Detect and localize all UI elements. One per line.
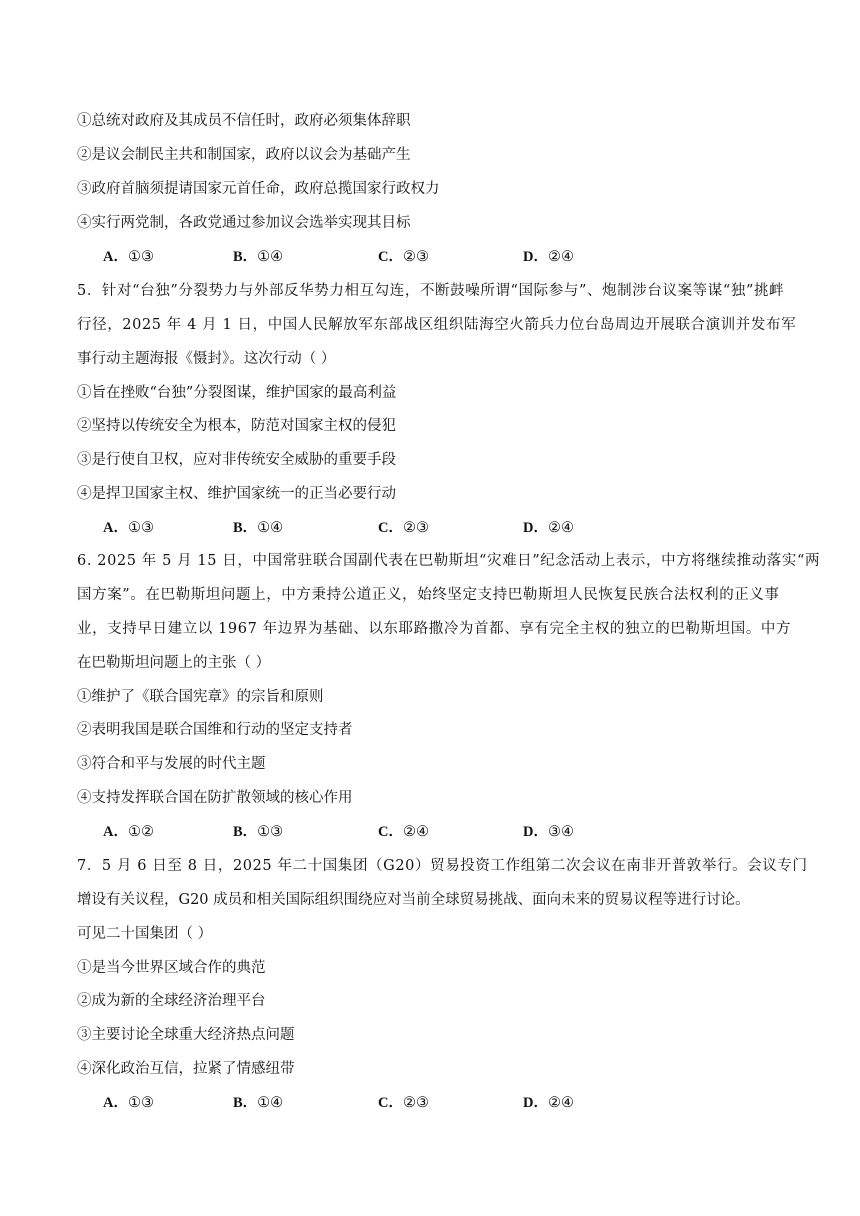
q4-option-c[interactable]: C．②③ (378, 249, 429, 265)
q6-statement-2: ②表明我国是联合国维和行动的坚定支持者 (77, 722, 353, 738)
q6-stem-line-2: 国方案”。在巴勒斯坦问题上，中方秉持公道正义，始终坚定支持巴勒斯坦人民恢复民族合法权利的正义事 (77, 587, 780, 603)
q4-statement-3: ③政府首脑须提请国家元首任命，政府总揽国家行政权力 (77, 181, 440, 197)
q5-stem-line-2: 行径，2025 年 4 月 1 日，中国人民解放军东部战区组织陆海空火箭兵力位台岛周边开展联合演训并发布军 (77, 317, 797, 333)
q6-stem-line-1: 6. 2025 年 5 月 15 日，中国常驻联合国副代表在巴勒斯坦“灾难日”纪念活动上表示，中方将继续推动落实“两 (77, 553, 821, 569)
q5-option-b[interactable]: B．①④ (233, 520, 284, 536)
q4-statement-4: ④实行两党制，各政党通过参加议会选举实现其目标 (77, 215, 411, 231)
q5-option-d[interactable]: D．②④ (523, 520, 574, 536)
q7-options (103, 1092, 703, 1114)
q6-option-b[interactable]: B．①③ (233, 824, 284, 840)
q7-option-d[interactable]: D．②④ (523, 1095, 574, 1111)
q7-stem-line-1: 7．5 月 6 日至 8 日，2025 年二十国集团（G20）贸易投资工作组第二次会议在南非开普敦举行。会议专门 (77, 858, 808, 874)
q7-statement-2: ②成为新的全球经济治理平台 (77, 993, 266, 1009)
q6-statement-3: ③符合和平与发展的时代主题 (77, 756, 266, 772)
q4-option-a[interactable]: A．①③ (103, 249, 154, 265)
q4-statement-1: ①总统对政府及其成员不信任时，政府必须集体辞职 (77, 113, 411, 129)
q7-statement-1: ①是当今世界区域合作的典范 (77, 960, 266, 976)
q6-option-c[interactable]: C．②④ (378, 824, 429, 840)
q5-option-a[interactable]: A．①③ (103, 520, 154, 536)
q6-option-a[interactable]: A．①② (103, 824, 154, 840)
q5-statement-3: ③是行使自卫权，应对非传统安全威胁的重要手段 (77, 452, 396, 468)
q5-statement-1: ①旨在挫败“台独”分裂图谋，维护国家的最高利益 (77, 385, 397, 401)
q5-statement-4: ④是捍卫国家主权、维护国家统一的正当必要行动 (77, 486, 396, 502)
q4-options (103, 246, 703, 268)
q5-statement-2: ②坚持以传统安全为根本，防范对国家主权的侵犯 (77, 418, 396, 434)
q7-option-c[interactable]: C．②③ (378, 1095, 429, 1111)
q7-stem-line-3: 可见二十国集团（ ） (77, 926, 213, 942)
q4-option-b[interactable]: B．①④ (233, 249, 284, 265)
q5-stem-line-1: 5．针对“台独”分裂势力与外部反华势力相互勾连，不断鼓噪所谓“国际参与”、炮制涉台议案等谋“独”挑衅 (77, 283, 785, 299)
q7-option-b[interactable]: B．①④ (233, 1095, 284, 1111)
q6-stem-line-4: 在巴勒斯坦问题上的主张（ ） (77, 655, 271, 671)
q6-statement-4: ④支持发挥联合国在防扩散领域的核心作用 (77, 790, 353, 806)
q6-option-d[interactable]: D．③④ (523, 824, 574, 840)
q7-statement-4: ④深化政治互信，拉紧了情感纽带 (77, 1061, 295, 1077)
q7-option-a[interactable]: A．①③ (103, 1095, 154, 1111)
q4-option-d[interactable]: D．②④ (523, 249, 574, 265)
q7-stem-line-2: 增设有关议程，G20 成员和相关国际组织围绕应对当前全球贸易挑战、面向未来的贸易议程等进行讨论。 (77, 892, 750, 908)
q6-options (103, 821, 703, 843)
q6-stem-line-3: 业，支持早日建立以 1967 年边界为基础、以东耶路撒冷为首都、享有完全主权的独立的巴勒斯坦国。中方 (77, 621, 792, 637)
q5-options (103, 517, 703, 539)
q6-statement-1: ①维护了《联合国宪章》的宗旨和原则 (77, 689, 324, 705)
q4-statement-2: ②是议会制民主共和制国家，政府以议会为基础产生 (77, 147, 411, 163)
q5-stem-line-3: 事行动主题海报《慑封》。这次行动（ ） (77, 351, 336, 367)
q7-statement-3: ③主要讨论全球重大经济热点问题 (77, 1027, 295, 1043)
q5-option-c[interactable]: C．②③ (378, 520, 429, 536)
